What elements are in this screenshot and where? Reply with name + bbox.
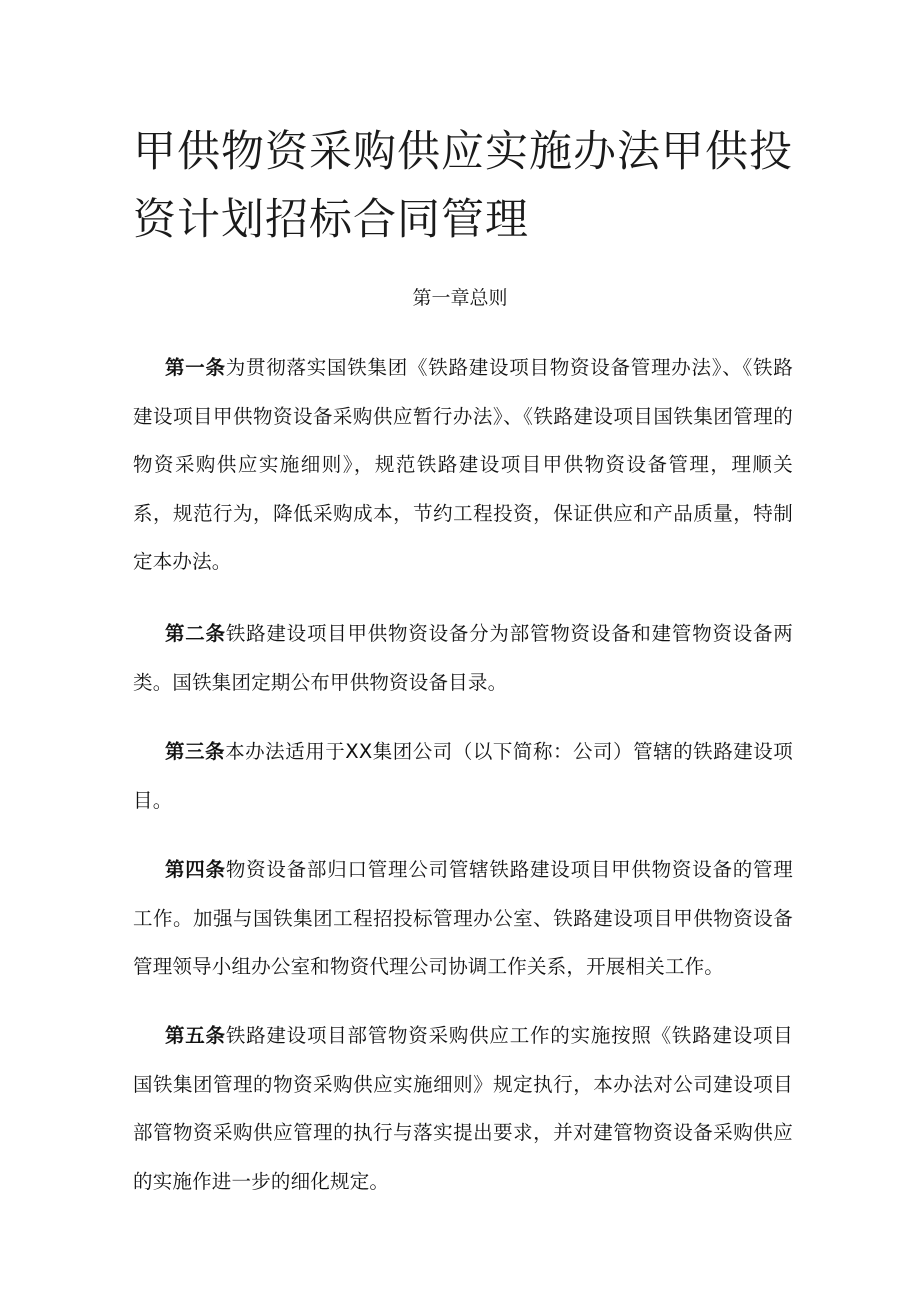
article-5 [133,1012,793,1206]
chapter-heading: 第一章总则 [412,287,508,309]
article-3-label: 第三条 [165,740,226,763]
article-1-label: 第一条 [165,356,226,379]
article-4 [133,846,793,992]
article-1-text: 为贯彻落实国铁集团《铁路建设项目物资设备管理办法》、《铁路建设项目甲供物资设备采购供应暂行办法》、《铁路建设项目国铁集团管理的物资采购供应实施细则》，规范铁路建设项目甲供物资设备管理，理顺关系，规范行为，降低采购成本，节约工程投资，保证供应和产品质量，特制定本办法。 [133,356,793,573]
article-5-text: 铁路建设项目部管物资采购供应工作的实施按照《铁路建设项目国铁集团管理的物资采购供应实施细则》规定执行，本办法对公司建设项目部管物资采购供应管理的执行与落实提出要求，并对建管物资设备采购供应的实施作进一步的细化规定。 [133,1024,793,1193]
article-1 [133,344,793,587]
document-title: 甲供物资采购供应实施办法甲供投资计划招标合同管理 [133,127,793,245]
article-2-label: 第二条 [165,622,226,645]
article-4-text: 物资设备部归口管理公司管辖铁路建设项目甲供物资设备的管理工作。加强与国铁集团工程招投标管理办公室、铁路建设项目甲供物资设备管理领导小组办公室和物资代理公司协调工作关系，开展相关工作。 [133,858,793,978]
article-5-label: 第五条 [165,1024,226,1047]
article-2 [133,610,793,707]
article-2-text: 铁路建设项目甲供物资设备分为部管物资设备和建管物资设备两类。国铁集团定期公布甲供物资设备目录。 [133,622,793,694]
article-4-label: 第四条 [165,858,226,881]
article-3-text: 本办法适用于XX集团公司（以下简称：公司）管辖的铁路建设项目。 [133,740,793,812]
article-3 [133,728,793,825]
